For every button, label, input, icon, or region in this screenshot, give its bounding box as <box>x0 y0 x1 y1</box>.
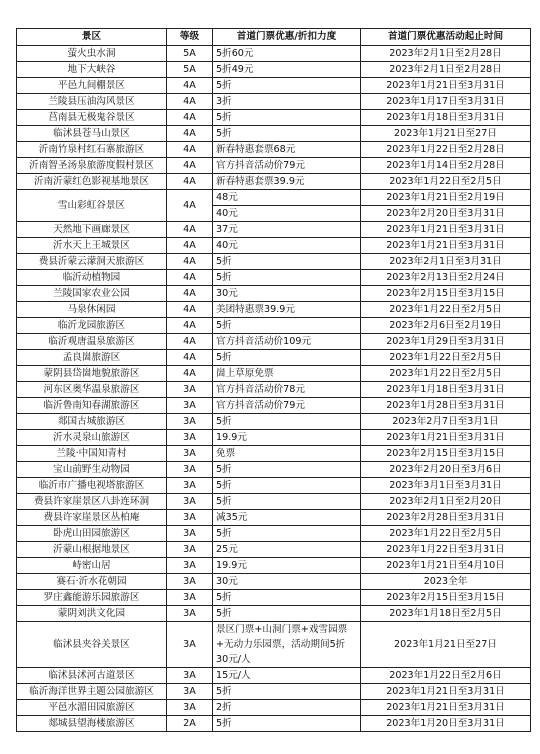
discount-cell: 5折 <box>213 478 361 494</box>
table-row <box>17 302 531 318</box>
period-cell: 2023年1月21日至4月10日 <box>361 558 531 574</box>
scenic-spot-name: 孟良崮旅游区 <box>17 350 167 366</box>
discount-cell: 崮上草原免票 <box>213 366 361 382</box>
discount-cell: 5折60元 <box>213 46 361 62</box>
scenic-level: 4A <box>167 302 213 318</box>
period-cell: 2023年1月22日至2月6日 <box>361 668 531 684</box>
discount-cell: 5折 <box>213 716 361 732</box>
table-row <box>17 526 531 542</box>
scenic-spot-name: 郯城县望海楼旅游区 <box>17 716 167 732</box>
scenic-spot-name: 临沂海洋世界主题公园旅游区 <box>17 684 167 700</box>
scenic-level: 4A <box>167 286 213 302</box>
table-row <box>17 270 531 286</box>
scenic-spot-name: 宝山前野生动物园 <box>17 462 167 478</box>
discount-cell: 5折 <box>213 270 361 286</box>
period-cell: 2023年2月1日至2月20日 <box>361 494 531 510</box>
discount-cell: 19.9元 <box>213 430 361 446</box>
scenic-level: 4A <box>167 222 213 238</box>
discount-cell: 5折 <box>213 110 361 126</box>
scenic-level: 3A <box>167 414 213 430</box>
scenic-level: 4A <box>167 318 213 334</box>
table-body <box>17 46 531 732</box>
period-cell: 2023年2月7日至3月1日 <box>361 414 531 430</box>
table-row <box>17 238 531 254</box>
period-cell: 2023年1月17日至3月31日 <box>361 94 531 110</box>
table-row <box>17 366 531 382</box>
discount-cell: 30元 <box>213 286 361 302</box>
scenic-spot-name: 河东区奥华温泉旅游区 <box>17 382 167 398</box>
table-row <box>17 542 531 558</box>
scenic-level: 5A <box>167 46 213 62</box>
header-period: 首道门票优惠活动起止时间 <box>361 29 531 46</box>
scenic-spot-name: 兰陵县压油沟风景区 <box>17 94 167 110</box>
period-cell: 2023年1月14日至2月28日 <box>361 158 531 174</box>
scenic-level: 3A <box>167 382 213 398</box>
scenic-spot-name: 临沭县夹谷关景区 <box>17 622 167 668</box>
table-row <box>17 286 531 302</box>
discount-cell: 景区门票+山洞门票+戏雪园票+无动力乐园票，活动期间5折30元/人 <box>213 622 361 668</box>
scenic-spot-name: 费县许家崖景区八卦连环洞 <box>17 494 167 510</box>
table-row <box>17 716 531 732</box>
discount-cell: 5折 <box>213 78 361 94</box>
table-row <box>17 462 531 478</box>
scenic-level: 4A <box>167 94 213 110</box>
scenic-spot-name: 天然地下画廊景区 <box>17 222 167 238</box>
header-discount: 首道门票优惠/折扣力度 <box>213 29 361 46</box>
period-cell: 2023年1月28日至3月31日 <box>361 398 531 414</box>
table-row <box>17 142 531 158</box>
discount-cell: 免票 <box>213 446 361 462</box>
scenic-level: 3A <box>167 430 213 446</box>
period-cell: 2023年3月1日至3月31日 <box>361 478 531 494</box>
scenic-level: 3A <box>167 510 213 526</box>
scenic-spot-name: 费县许家崖景区丛柏庵 <box>17 510 167 526</box>
scenic-level: 4A <box>167 190 213 222</box>
scenic-spot-name: 兰陵·中国知青村 <box>17 446 167 462</box>
table-row <box>17 510 531 526</box>
table-row <box>17 700 531 716</box>
scenic-level: 4A <box>167 366 213 382</box>
discount-cell: 官方抖音活动价79元 <box>213 158 361 174</box>
discount-cell: 48元 <box>213 190 361 206</box>
scenic-spot-name: 郯国古城旅游区 <box>17 414 167 430</box>
table-row <box>17 190 531 206</box>
discount-cell: 37元 <box>213 222 361 238</box>
scenic-spot-name: 费县沂蒙云濛洞天旅游区 <box>17 254 167 270</box>
discount-cell: 美团特惠票39.9元 <box>213 302 361 318</box>
scenic-spot-name: 雪山彩虹谷景区 <box>17 190 167 222</box>
table-row <box>17 478 531 494</box>
scenic-spot-name: 峙密山居 <box>17 558 167 574</box>
discount-cell: 30元 <box>213 574 361 590</box>
period-cell: 2023年1月20日至3月31日 <box>361 716 531 732</box>
scenic-level: 3A <box>167 590 213 606</box>
period-cell: 2023年1月22日至2月5日 <box>361 174 531 190</box>
table-row <box>17 334 531 350</box>
discount-cell: 15元/人 <box>213 668 361 684</box>
scenic-level: 2A <box>167 716 213 732</box>
table-row <box>17 414 531 430</box>
scenic-level: 4A <box>167 126 213 142</box>
table-row <box>17 590 531 606</box>
discount-cell: 5折 <box>213 126 361 142</box>
scenic-level: 3A <box>167 558 213 574</box>
scenic-spot-name: 临沭县苍马山景区 <box>17 126 167 142</box>
scenic-spot-name: 沂南智圣汤泉旅游度假村景区 <box>17 158 167 174</box>
period-cell: 2023年1月22日至3月31日 <box>361 542 531 558</box>
period-cell: 2023年1月21日至3月31日 <box>361 78 531 94</box>
discount-cell: 新春特惠套票39.9元 <box>213 174 361 190</box>
scenic-spot-name: 临沂龙园旅游区 <box>17 318 167 334</box>
table-row <box>17 78 531 94</box>
scenic-spot-name: 平邑水湄田园旅游区 <box>17 700 167 716</box>
table-row <box>17 606 531 622</box>
period-cell: 2023年1月18日至2月5日 <box>361 606 531 622</box>
discount-cell: 新春特惠套票68元 <box>213 142 361 158</box>
table-row <box>17 398 531 414</box>
table-row <box>17 430 531 446</box>
table-row <box>17 446 531 462</box>
scenic-spot-name: 沂水灵泉山旅游区 <box>17 430 167 446</box>
scenic-spot-name: 临沭县沭河古道景区 <box>17 668 167 684</box>
period-cell: 2023年1月21日至3月31日 <box>361 430 531 446</box>
period-cell: 2023年1月21日至27日 <box>361 622 531 668</box>
period-cell: 2023年1月18日至3月31日 <box>361 382 531 398</box>
header-level: 等级 <box>167 29 213 46</box>
period-cell: 2023年1月22日至2月5日 <box>361 366 531 382</box>
table-row <box>17 684 531 700</box>
table-row <box>17 558 531 574</box>
table-row <box>17 110 531 126</box>
scenic-level: 4A <box>167 270 213 286</box>
table-row <box>17 222 531 238</box>
discount-cell: 19.9元 <box>213 558 361 574</box>
table-row <box>17 254 531 270</box>
period-cell: 2023年2月15日至3月15日 <box>361 446 531 462</box>
period-cell: 2023年2月6日至2月19日 <box>361 318 531 334</box>
scenic-level: 3A <box>167 700 213 716</box>
scenic-level: 3A <box>167 494 213 510</box>
table-row <box>17 158 531 174</box>
table-row <box>17 668 531 684</box>
scenic-spot-name: 沂水天上王城景区 <box>17 238 167 254</box>
period-cell: 2023年2月28日至3月31日 <box>361 510 531 526</box>
scenic-level: 4A <box>167 142 213 158</box>
scenic-spot-name: 沂南沂蒙红色影视基地景区 <box>17 174 167 190</box>
scenic-spot-name: 地下大峡谷 <box>17 62 167 78</box>
scenic-spot-name: 马泉休闲园 <box>17 302 167 318</box>
discount-cell: 25元 <box>213 542 361 558</box>
scenic-level: 3A <box>167 542 213 558</box>
scenic-spot-name: 临沂观唐温泉旅游区 <box>17 334 167 350</box>
table-row <box>17 174 531 190</box>
table-row <box>17 574 531 590</box>
discount-cell: 官方抖音活动价79元 <box>213 398 361 414</box>
period-cell: 2023年1月21日至3月31日 <box>361 700 531 716</box>
scenic-spot-name: 沂蒙山根据地景区 <box>17 542 167 558</box>
scenic-level: 4A <box>167 174 213 190</box>
table-row <box>17 494 531 510</box>
period-cell: 2023全年 <box>361 574 531 590</box>
discount-cell: 官方抖音活动价78元 <box>213 382 361 398</box>
period-cell: 2023年1月22日至2月5日 <box>361 526 531 542</box>
period-cell: 2023年2月1日至2月28日 <box>361 46 531 62</box>
table-row <box>17 126 531 142</box>
period-cell: 2023年2月1日至3月31日 <box>361 254 531 270</box>
discount-cell: 5折 <box>213 684 361 700</box>
period-cell: 2023年1月21日至27日 <box>361 126 531 142</box>
scenic-spot-name: 萤火虫水洞 <box>17 46 167 62</box>
discount-cell: 5折 <box>213 414 361 430</box>
scenic-discount-table <box>16 28 531 732</box>
scenic-level: 3A <box>167 478 213 494</box>
table-row <box>17 318 531 334</box>
period-cell: 2023年1月29日至3月31日 <box>361 334 531 350</box>
scenic-spot-name: 临沂市广播电视塔旅游区 <box>17 478 167 494</box>
discount-cell: 5折 <box>213 350 361 366</box>
discount-cell: 5折 <box>213 494 361 510</box>
table-row <box>17 94 531 110</box>
discount-cell: 5折 <box>213 526 361 542</box>
period-cell: 2023年1月22日至2月5日 <box>361 350 531 366</box>
scenic-level: 4A <box>167 78 213 94</box>
discount-cell: 官方抖音活动价109元 <box>213 334 361 350</box>
scenic-level: 3A <box>167 526 213 542</box>
scenic-level: 4A <box>167 254 213 270</box>
discount-cell: 5折 <box>213 606 361 622</box>
discount-cell: 5折 <box>213 254 361 270</box>
scenic-level: 4A <box>167 158 213 174</box>
discount-table-container <box>16 28 530 732</box>
table-row <box>17 62 531 78</box>
scenic-spot-name: 蒙阴刘洪文化园 <box>17 606 167 622</box>
scenic-spot-name: 罗庄鑫能游乐园旅游区 <box>17 590 167 606</box>
period-cell: 2023年2月1日至2月28日 <box>361 62 531 78</box>
scenic-spot-name: 卧虎山田园旅游区 <box>17 526 167 542</box>
scenic-level: 3A <box>167 446 213 462</box>
period-cell: 2023年2月13日至2月24日 <box>361 270 531 286</box>
discount-cell: 5折 <box>213 462 361 478</box>
scenic-spot-name: 蒙阴县岱崮地貌旅游区 <box>17 366 167 382</box>
period-cell: 2023年1月21日至3月31日 <box>361 238 531 254</box>
table-row <box>17 622 531 668</box>
discount-cell: 减35元 <box>213 510 361 526</box>
period-cell: 2023年1月21日至3月31日 <box>361 222 531 238</box>
scenic-level: 3A <box>167 668 213 684</box>
period-cell: 2023年1月18日至3月31日 <box>361 110 531 126</box>
scenic-level: 4A <box>167 350 213 366</box>
period-cell: 2023年2月15日至3月15日 <box>361 590 531 606</box>
scenic-level: 5A <box>167 62 213 78</box>
scenic-spot-name: 临沂鲁南知春湖旅游区 <box>17 398 167 414</box>
scenic-spot-name: 赛石·沂水花朝园 <box>17 574 167 590</box>
table-row <box>17 350 531 366</box>
scenic-spot-name: 平邑九间棚景区 <box>17 78 167 94</box>
table-row <box>17 46 531 62</box>
discount-cell: 40元 <box>213 238 361 254</box>
scenic-level: 4A <box>167 334 213 350</box>
period-cell: 2023年2月15日至3月15日 <box>361 286 531 302</box>
period-cell: 2023年2月20日至3月31日 <box>361 206 531 222</box>
discount-cell: 5折49元 <box>213 62 361 78</box>
period-cell: 2023年1月22日至2月5日 <box>361 302 531 318</box>
scenic-level: 3A <box>167 684 213 700</box>
scenic-spot-name: 莒南县无极鬼谷景区 <box>17 110 167 126</box>
scenic-level: 3A <box>167 398 213 414</box>
period-cell: 2023年1月21日至3月31日 <box>361 684 531 700</box>
discount-cell: 3折 <box>213 94 361 110</box>
scenic-level: 3A <box>167 462 213 478</box>
scenic-level: 4A <box>167 238 213 254</box>
scenic-level: 4A <box>167 110 213 126</box>
discount-cell: 5折 <box>213 318 361 334</box>
scenic-level: 3A <box>167 574 213 590</box>
scenic-spot-name: 临沂动植物园 <box>17 270 167 286</box>
discount-cell: 40元 <box>213 206 361 222</box>
period-cell: 2023年1月22日至2月28日 <box>361 142 531 158</box>
scenic-spot-name: 沂南竹泉村红石寨旅游区 <box>17 142 167 158</box>
scenic-level: 3A <box>167 622 213 668</box>
scenic-level: 3A <box>167 606 213 622</box>
header-scenic-spot: 景区 <box>17 29 167 46</box>
table-row <box>17 382 531 398</box>
scenic-spot-name: 兰陵国家农业公园 <box>17 286 167 302</box>
discount-cell: 2折 <box>213 700 361 716</box>
discount-cell: 5折 <box>213 590 361 606</box>
table-header-row <box>17 29 531 46</box>
period-cell: 2023年1月21日至2月19日 <box>361 190 531 206</box>
period-cell: 2023年2月20日至3月6日 <box>361 462 531 478</box>
